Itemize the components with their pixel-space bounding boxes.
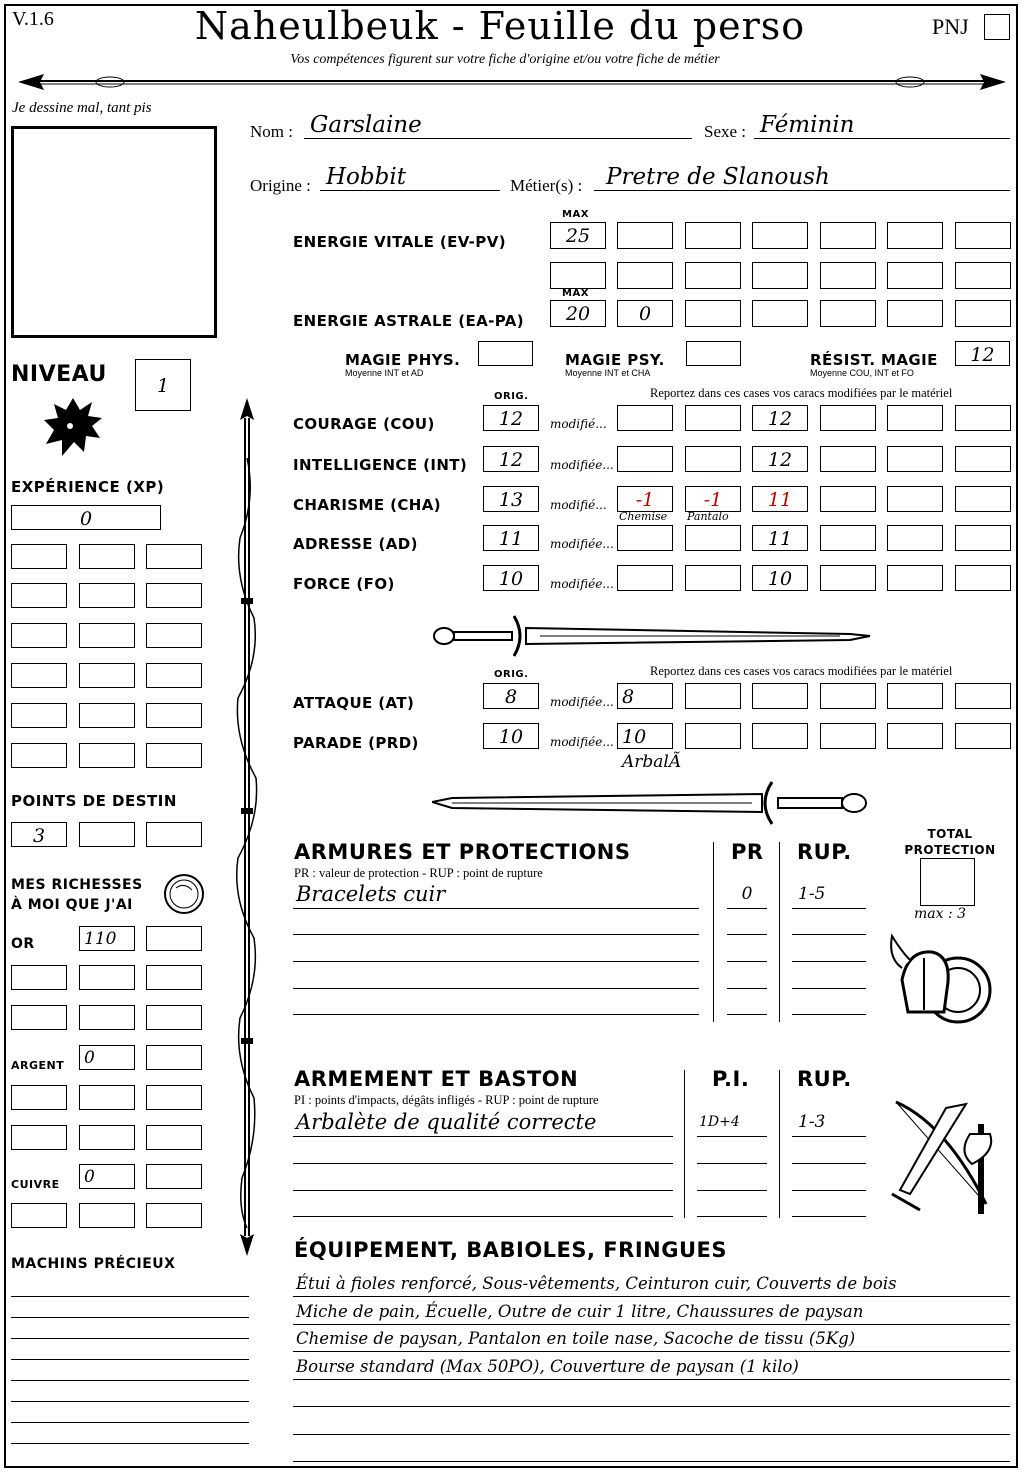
carac-mod-box[interactable] <box>887 446 943 472</box>
equipement-text[interactable]: Étui à fioles renforcé, Sous-vêtements, Ceinturon cuir, Couverts de bois <box>296 1274 897 1293</box>
xp-label: EXPÉRIENCE (XP) <box>11 478 165 496</box>
ea-box[interactable] <box>955 300 1011 327</box>
combat-mod-box[interactable] <box>752 683 808 709</box>
sexe-field[interactable]: Féminin <box>760 112 855 138</box>
carac-mod-box[interactable] <box>955 405 1011 431</box>
carac-mod-box[interactable] <box>820 486 876 512</box>
xp-box[interactable] <box>11 583 67 608</box>
carac-mod-box[interactable]: 10 <box>752 565 808 591</box>
armures-subtitle: PR : valeur de protection - RUP : point de rupture <box>294 866 543 880</box>
equipement-text[interactable]: Chemise de paysan, Pantalon en toile nase, Sacoche de tissu (5Kg) <box>296 1329 856 1348</box>
combat-mod-box[interactable] <box>955 723 1011 749</box>
money-box[interactable] <box>146 965 202 990</box>
carac-mod-box[interactable] <box>820 405 876 431</box>
carac-label: CHARISME (CHA) <box>293 496 441 514</box>
arme-rup-line <box>792 1136 866 1137</box>
equipement-line <box>293 1461 1010 1462</box>
armure-rup-line <box>792 908 866 909</box>
combat-orig-box[interactable]: 8 <box>483 683 539 709</box>
armure-pr-line <box>727 934 767 935</box>
armure-name[interactable]: Bracelets cuir <box>296 882 446 906</box>
ev-box[interactable] <box>887 222 943 249</box>
machins-line[interactable] <box>11 1338 249 1339</box>
machins-line[interactable] <box>11 1422 249 1423</box>
arme-line <box>293 1190 673 1191</box>
origine-line <box>320 190 500 191</box>
pnj-label: PNJ <box>932 14 969 39</box>
armure-pr-line <box>727 1014 767 1015</box>
equipement-line <box>293 1324 1010 1325</box>
niveau-box[interactable]: 1 <box>135 359 191 411</box>
money-box[interactable] <box>11 965 67 990</box>
carac-mod-box[interactable] <box>820 446 876 472</box>
carac-mod-box[interactable] <box>955 486 1011 512</box>
machins-line[interactable] <box>11 1359 249 1360</box>
armure-line <box>293 908 699 909</box>
ev-box[interactable] <box>955 262 1011 289</box>
metier-field[interactable]: Pretre de Slanoush <box>606 164 830 190</box>
resist-magie-box[interactable]: 12 <box>955 341 1010 366</box>
equipement-text[interactable]: Miche de pain, Écuelle, Outre de cuir 1 litre, Chaussures de paysan <box>296 1301 864 1321</box>
weapons-icon <box>886 1094 1004 1218</box>
ev-box[interactable] <box>617 222 673 249</box>
xp-box[interactable] <box>11 663 67 688</box>
sexe-line <box>754 138 1010 139</box>
origine-label: Origine : <box>250 176 311 195</box>
money-box[interactable] <box>146 1164 202 1189</box>
money-box[interactable] <box>79 1125 135 1150</box>
combat-orig-box[interactable]: 10 <box>483 723 539 749</box>
armement-pi-header: P.I. <box>712 1067 750 1091</box>
arme-rup[interactable]: 1-3 <box>798 1112 826 1132</box>
carac-mod-box[interactable] <box>955 446 1011 472</box>
arme-rup-line <box>792 1190 866 1191</box>
ea-max-value[interactable]: 20 <box>550 300 606 327</box>
origine-field[interactable]: Hobbit <box>326 164 406 190</box>
portrait-caption: Je dessine mal, tant pis <box>12 100 152 116</box>
xp-box[interactable] <box>146 583 202 608</box>
sword-icon-2 <box>432 778 872 828</box>
ev-max-label: MAX <box>562 209 589 220</box>
carac-mod-box[interactable] <box>955 525 1011 551</box>
carac-modif-label: modifié... <box>550 417 607 431</box>
armure-pr-line <box>727 961 767 962</box>
armure-rup-line <box>792 988 866 989</box>
ev-box[interactable] <box>685 262 741 289</box>
armures-rup-header: RUP. <box>797 840 852 864</box>
arme-pi[interactable]: 1D+4 <box>699 1114 740 1130</box>
money-box[interactable] <box>79 1005 135 1030</box>
portrait-box[interactable] <box>11 126 217 338</box>
or-label: OR <box>11 936 35 952</box>
destin-box-2[interactable] <box>79 822 135 847</box>
combat-mod-box[interactable] <box>887 683 943 709</box>
resist-magie-sub: Moyenne COU, INT et FO <box>810 368 914 378</box>
magie-phys-box[interactable] <box>478 341 533 366</box>
carac-modif-label: modifiée... <box>550 577 614 591</box>
carac-mod-box[interactable]: -1 <box>685 486 741 512</box>
arme-pi-line <box>697 1136 767 1137</box>
carac-label: FORCE (FO) <box>293 575 395 593</box>
arme-pi-line <box>697 1163 767 1164</box>
carac-label: COURAGE (COU) <box>293 415 435 433</box>
carac-mod-box[interactable] <box>617 565 673 591</box>
top-spear-divider <box>10 68 1014 96</box>
combat-mod-box[interactable] <box>685 683 741 709</box>
page-subtitle: Vos compétences figurent sur votre fiche d'origine et/ou votre fiche de métier <box>290 52 720 67</box>
destin-box-1[interactable]: 3 <box>11 822 67 847</box>
carac-mod-box[interactable] <box>887 405 943 431</box>
money-box[interactable] <box>79 965 135 990</box>
armures-divider-2 <box>779 842 780 1022</box>
armure-pr-line <box>727 908 767 909</box>
combat-mod-box[interactable] <box>685 723 741 749</box>
carac-mod-box[interactable] <box>685 525 741 551</box>
magie-psy-label: MAGIE PSY. <box>565 351 665 369</box>
carac-mod-box[interactable] <box>955 565 1011 591</box>
carac-mod-box[interactable] <box>685 446 741 472</box>
carac-mod-box[interactable] <box>887 525 943 551</box>
combat-label: ATTAQUE (AT) <box>293 694 415 712</box>
armure-rup-line <box>792 934 866 935</box>
carac-mod-box[interactable] <box>685 565 741 591</box>
ev-box[interactable] <box>685 222 741 249</box>
xp-box[interactable] <box>11 544 67 569</box>
machins-line[interactable] <box>11 1443 249 1444</box>
ea-box[interactable] <box>887 300 943 327</box>
carac-mod-box[interactable] <box>617 525 673 551</box>
carac-modif-label: modifiée... <box>550 537 614 551</box>
armement-title: ARMEMENT ET BASTON <box>294 1067 579 1091</box>
carac-mod-box[interactable] <box>617 446 673 472</box>
carac-mod-box[interactable] <box>617 405 673 431</box>
metier-line <box>594 190 1010 191</box>
magie-phys-label: MAGIE PHYS. <box>345 351 461 369</box>
combat-mod-box[interactable] <box>955 683 1011 709</box>
armure-rup-line <box>792 1014 866 1015</box>
money-box[interactable] <box>146 1085 202 1110</box>
equipement-line <box>293 1379 1010 1380</box>
armures-divider-1 <box>713 842 714 1022</box>
total-protection-label: TOTAL PROTECTION <box>904 827 996 857</box>
nom-field[interactable]: Garslaine <box>310 112 422 138</box>
carac-mod-note: Pantalo <box>687 510 729 523</box>
money-box[interactable] <box>11 1125 67 1150</box>
money-box[interactable] <box>146 1045 202 1070</box>
coin-icon <box>162 872 206 916</box>
carac-orig-label: ORIG. <box>494 391 529 402</box>
ev-max-value[interactable]: 25 <box>550 222 606 249</box>
combat-modif-label: modifiée... <box>550 695 614 709</box>
xp-box[interactable] <box>146 623 202 648</box>
combat-note: ArbalÃ <box>622 752 682 772</box>
ev-box[interactable] <box>617 262 673 289</box>
armement-divider-1 <box>684 1070 685 1218</box>
combat-mod-box[interactable] <box>752 723 808 749</box>
arme-line <box>293 1163 673 1164</box>
armures-title: ARMURES ET PROTECTIONS <box>294 840 631 864</box>
carac-orig-box[interactable]: 12 <box>483 446 539 472</box>
money-box[interactable] <box>11 1203 67 1228</box>
arme-line <box>293 1136 673 1137</box>
niveau-label: NIVEAU <box>11 362 107 387</box>
vertical-spear-icon <box>226 398 268 1256</box>
arme-line <box>293 1216 673 1217</box>
money-box[interactable] <box>11 1085 67 1110</box>
sword-icon <box>430 612 876 658</box>
total-protection-box[interactable] <box>920 858 975 906</box>
dragon-icon <box>40 392 106 464</box>
ea-box[interactable] <box>820 300 876 327</box>
equipement-line <box>293 1296 1010 1297</box>
carac-mod-box[interactable] <box>887 565 943 591</box>
combat-mod-box[interactable] <box>820 683 876 709</box>
xp-box[interactable] <box>11 703 67 728</box>
carac-mod-box[interactable]: 11 <box>752 486 808 512</box>
xp-box[interactable] <box>79 703 135 728</box>
carac-mod-box[interactable] <box>887 486 943 512</box>
ev-box[interactable] <box>820 262 876 289</box>
cuivre-label: CUIVRE <box>11 1178 60 1191</box>
helmet-shield-icon <box>888 928 998 1036</box>
armement-divider-2 <box>779 1070 780 1218</box>
xp-box[interactable] <box>79 663 135 688</box>
equipement-line <box>293 1406 1010 1407</box>
nom-line <box>304 138 692 139</box>
carac-modif-label: modifié... <box>550 498 607 512</box>
equipement-title: ÉQUIPEMENT, BABIOLES, FRINGUES <box>294 1238 727 1262</box>
argent-label: ARGENT <box>11 1059 65 1072</box>
destin-label: POINTS DE DESTIN <box>11 792 177 810</box>
arme-pi-line <box>697 1216 767 1217</box>
arme-rup-line <box>792 1163 866 1164</box>
machins-line[interactable] <box>11 1380 249 1381</box>
carac-orig-box[interactable]: 12 <box>483 405 539 431</box>
carac-label: INTELLIGENCE (INT) <box>293 456 468 474</box>
armure-line <box>293 1014 699 1015</box>
armure-pr[interactable]: 0 <box>741 884 753 904</box>
carac-mod-box[interactable] <box>685 405 741 431</box>
xp-box[interactable] <box>11 743 67 768</box>
carac-mod-box[interactable]: -1 <box>617 486 673 512</box>
carac-mod-box[interactable]: 12 <box>752 446 808 472</box>
arme-name[interactable]: Arbalète de qualité correcte <box>296 1110 597 1134</box>
carac-orig-box[interactable]: 10 <box>483 565 539 591</box>
destin-box-3[interactable] <box>146 822 202 847</box>
carac-orig-box[interactable]: 13 <box>483 486 539 512</box>
money-box[interactable] <box>79 1203 135 1228</box>
carac-mod-box[interactable]: 11 <box>752 525 808 551</box>
money-box[interactable] <box>146 926 202 951</box>
magie-psy-box[interactable] <box>686 341 741 366</box>
armement-subtitle: PI : points d'impacts, dégâts infligés - RUP : point de rupture <box>294 1093 599 1107</box>
page-title: Naheulbeuk - Feuille du perso <box>194 4 806 48</box>
sexe-label: Sexe : <box>704 122 747 141</box>
xp-box[interactable] <box>146 703 202 728</box>
armure-line <box>293 934 699 935</box>
ev-label: ENERGIE VITALE (EV-PV) <box>293 233 506 251</box>
carac-mod-box[interactable] <box>820 525 876 551</box>
xp-box[interactable] <box>11 623 67 648</box>
machins-label: MACHINS PRÉCIEUX <box>11 1256 176 1272</box>
ev-box[interactable] <box>550 262 606 289</box>
xp-box[interactable] <box>79 623 135 648</box>
combat-modif-label: modifiée... <box>550 735 614 749</box>
carac-report-note: Reportez dans ces cases vos caracs modifiées par le matériel <box>650 386 953 400</box>
ea-label: ENERGIE ASTRALE (EA-PA) <box>293 312 525 330</box>
combat-mod-box[interactable] <box>887 723 943 749</box>
ea-box[interactable] <box>685 300 741 327</box>
nom-label: Nom : <box>250 122 293 141</box>
machins-line[interactable] <box>11 1317 249 1318</box>
xp-box[interactable] <box>146 743 202 768</box>
money-box[interactable] <box>146 1125 202 1150</box>
carac-mod-note: Chemise <box>619 510 668 523</box>
combat-label: PARADE (PRD) <box>293 734 419 752</box>
combat-mod-box[interactable] <box>820 723 876 749</box>
carac-mod-box[interactable]: 12 <box>752 405 808 431</box>
richesses-label-1: MES RICHESSES <box>11 877 143 893</box>
armure-pr-line <box>727 988 767 989</box>
equipement-text[interactable]: Bourse standard (Max 50PO), Couverture de paysan (1 kilo) <box>296 1356 799 1376</box>
machins-line[interactable] <box>11 1296 249 1297</box>
version-label: V.1.6 <box>12 8 54 30</box>
arme-rup-line <box>792 1216 866 1217</box>
ev-box[interactable] <box>820 222 876 249</box>
armures-pr-header: PR <box>731 840 764 864</box>
xp-box[interactable] <box>79 583 135 608</box>
carac-orig-box[interactable]: 11 <box>483 525 539 551</box>
armure-rup-line <box>792 961 866 962</box>
money-box[interactable]: 110 <box>79 926 135 951</box>
combat-report-note: Reportez dans ces cases vos caracs modifiées par le matériel <box>650 664 953 678</box>
combat-mod-box[interactable]: 10 <box>617 723 673 749</box>
resist-magie-label: RÉSIST. MAGIE <box>810 351 938 369</box>
arme-pi-line <box>697 1190 767 1191</box>
magie-psy-sub: Moyenne INT et CHA <box>565 368 651 378</box>
ev-box[interactable] <box>887 262 943 289</box>
money-box[interactable]: 0 <box>79 1164 135 1189</box>
xp-total-box[interactable]: 0 <box>11 505 161 530</box>
ea-max-label: MAX <box>562 288 589 299</box>
money-box[interactable] <box>79 1085 135 1110</box>
machins-line[interactable] <box>11 1401 249 1402</box>
xp-box[interactable] <box>79 544 135 569</box>
equipement-line <box>293 1351 1010 1352</box>
xp-box[interactable] <box>146 544 202 569</box>
armure-line <box>293 961 699 962</box>
money-box[interactable]: 0 <box>79 1045 135 1070</box>
combat-orig-label: ORIG. <box>494 669 529 680</box>
carac-mod-box[interactable] <box>820 565 876 591</box>
combat-mod-box[interactable]: 8 <box>617 683 673 709</box>
ev-box[interactable] <box>955 222 1011 249</box>
money-box[interactable] <box>11 1005 67 1030</box>
xp-box[interactable] <box>146 663 202 688</box>
equipement-line <box>293 1434 1010 1435</box>
magie-phys-sub: Moyenne INT et AD <box>345 368 424 378</box>
ev-box[interactable] <box>752 222 808 249</box>
carac-modif-label: modifiée... <box>550 458 614 472</box>
money-box[interactable] <box>146 1203 202 1228</box>
armure-rup[interactable]: 1-5 <box>798 884 826 904</box>
ev-box[interactable] <box>752 262 808 289</box>
ea-current-value[interactable]: 0 <box>617 300 673 327</box>
armure-line <box>293 988 699 989</box>
money-box[interactable] <box>146 1005 202 1030</box>
max-protection-note: max : 3 <box>914 906 967 922</box>
armement-rup-header: RUP. <box>797 1067 852 1091</box>
pnj-checkbox[interactable] <box>984 14 1010 40</box>
metier-label: Métier(s) : <box>510 176 583 195</box>
xp-box[interactable] <box>79 743 135 768</box>
richesses-label-2: À MOI QUE J'AI <box>11 897 133 913</box>
carac-label: ADRESSE (AD) <box>293 535 418 553</box>
ea-box[interactable] <box>752 300 808 327</box>
